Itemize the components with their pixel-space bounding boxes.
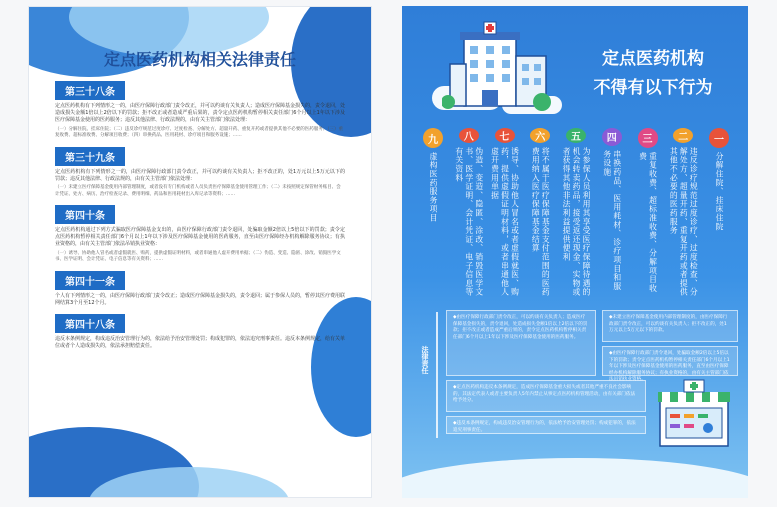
item-text: 违反诊疗规范过度诊疗、过度检查、分解处方、超量开药、重复开药或者提供其他不必要的医药服务 bbox=[669, 147, 699, 297]
item-text: 分解住院、挂床住院 bbox=[715, 152, 724, 232]
behavior-item-1 bbox=[702, 128, 736, 298]
title-line-1: 定点医药机构 bbox=[602, 49, 704, 69]
article-heading: 第三十八条 bbox=[55, 81, 125, 100]
behavior-item-8 bbox=[452, 128, 486, 298]
article-subitems: （一）未建立医疗保障基金使用内部管理制度，或者没有专门机构或者人员负责医疗保障基金使用管理工作；（二）未按照规定保管财务账目、会计凭证、处方、病历、治疗检查记录、费用明细、药品和医用耗材出入库记录等资料；…… bbox=[55, 185, 341, 197]
article-48 bbox=[55, 313, 345, 350]
article-body: 定点医药机构有下列情形之一的，由医疗保障行政部门责令改正，并可以约谈有关负责人；造成医疗保障基金损失的，责令退回，处造成损失金额1倍以上2倍以下的罚款；拒不改正或者造成严重后果的，责令定点医药机构暂停相关责任部门6个月以上1年以下涉及医疗保障基金使用的医药服务；违反其他法律、行政法规的，由有关主管部门依法处理： bbox=[55, 103, 346, 124]
article-body: 个人有下列情形之一的，由医疗保障行政部门责令改正；造成医疗保障基金损失的，责令退回；属于参保人员的，暂停其医疗费用联网结算3个月至12个月。 bbox=[55, 292, 346, 306]
title-line-2: 不得有以下行为 bbox=[593, 78, 713, 98]
legal-box-5: ◆违反本条例规定，构成违反治安管理行为的，依法给予治安管理处罚；构成犯罪的，依法追究刑事责任。 bbox=[446, 416, 646, 434]
legal-box-4: ◆定点医药机构违反本条例规定，造成医疗保障基金重大损失或者其他严重不良社会影响的，其法定代表人或者主要负责人5年内禁止从事定点医药机构管理活动，由有关部门依法给予处分。 bbox=[446, 380, 646, 412]
legal-responsibility-label: 法律责任 bbox=[421, 346, 429, 374]
item-text: 伪造、变造、隐匿、涂改、销毁医学文书、医学证明、会计凭证、电子信息等有关资料 bbox=[454, 147, 484, 297]
item-number-badge: 三 bbox=[638, 128, 658, 148]
left-poster-title: 定点医药机构相关法律责任 bbox=[103, 50, 296, 69]
item-text: 虚构医药服务项目 bbox=[429, 152, 438, 223]
behavior-item-3 bbox=[631, 128, 665, 298]
behavior-item-7 bbox=[488, 128, 522, 298]
item-number-badge: 六 bbox=[530, 128, 550, 143]
right-poster bbox=[402, 6, 748, 498]
item-number-badge: 五 bbox=[566, 128, 586, 143]
hospital-building-icon bbox=[442, 20, 552, 112]
article-heading: 第四十八条 bbox=[55, 314, 125, 333]
behavior-item-4 bbox=[595, 128, 629, 298]
article-heading: 第四十条 bbox=[55, 205, 115, 224]
article-41 bbox=[55, 270, 345, 307]
article-subitems: （一）分解住院、挂床住院；（二）违反诊疗规范过度诊疗、过度检查、分解处方、超量开药、重复开药或者提供其他不必要的医药服务；（三）重复收费、超标准收费、分解项目收费；（四）串换药品、医用耗材、诊疗项目和服务设施；…… bbox=[55, 126, 343, 139]
behavior-item-2 bbox=[666, 128, 700, 298]
item-text: 诱导、协助他人冒名或者虚假就医、购药，提供虚假证明材料，或者串通他人虚开费用单据 bbox=[490, 147, 520, 297]
item-text: 为参保人员利用其享受医疗保障待遇的机会转卖药品，接受返还现金、实物或者获得其他非法利益提供便利 bbox=[562, 147, 591, 297]
item-text: 串换药品、医用耗材、诊疗项目和服务设施 bbox=[602, 149, 622, 291]
legal-box-3: ◆由医疗保障行政部门责令退回，处骗取金额2倍以上5倍以下的罚款；责令定点医药机构暂停相关责任部门6个月以上1年以下涉及医疗保障基金使用的医药服务，直至由医疗保障经办机构解除服务协议；有执业资格的，由有关主管部门依法吊销执业资格。 bbox=[602, 346, 738, 376]
article-heading: 第三十九条 bbox=[55, 147, 125, 166]
right-poster-title bbox=[568, 44, 738, 98]
ground-cloud bbox=[402, 458, 748, 498]
article-38 bbox=[55, 80, 345, 140]
article-39 bbox=[55, 146, 345, 198]
article-subitems: （一）诱导、协助他人冒名或者虚假就医、购药，提供虚假证明材料，或者串通他人虚开费用单据；（二）伪造、变造、隐匿、涂改、销毁医学文书、医学证明、会计凭证、电子信息等有关资料；…… bbox=[55, 250, 341, 263]
article-body: 违反本条例规定，构成违反治安管理行为的，依法给予治安管理处罚；构成犯罪的，依法追究刑事责任。违反本条例规定，给有关单位或者个人造成损失的，依法承担赔偿责任。 bbox=[55, 336, 346, 350]
behavior-item-9 bbox=[416, 128, 450, 298]
item-number-badge: 八 bbox=[459, 128, 479, 143]
legal-box-1: ◆由医疗保障行政部门责令改正，可以约谈有关负责人；造成医疗保障基金损失的，责令退回，处造成损失金额1倍以上2倍以下的罚款；拒不改正或者造成严重后果的，责令定点医药机构暂停相关责任部门6个月以上1年以下涉及医疗保障基金使用的医药服务。 bbox=[446, 310, 596, 376]
item-number-badge: 一 bbox=[709, 128, 729, 148]
left-poster bbox=[28, 6, 372, 498]
article-body: 定点医药机构有下列情形之一的，由医疗保障行政部门责令改正，并可以约谈有关负责人；拒不改正的，处1万元以上5万元以下的罚款；违反其他法律、行政法规的，由有关主管部门依法处理： bbox=[55, 168, 345, 182]
article-body: 定点医药机构通过下列方式骗取医疗保障基金支出的，由医疗保障行政部门责令退回，处骗取金额2倍以上5倍以下的罚款；责令定点医药机构暂停相关责任部门6个月以上1年以下涉及医疗保障基金使用的医药服务，直至由医疗保障经办机构解除服务协议；有执业资格的，由有关主管部门依法吊销执业资格： bbox=[55, 227, 345, 248]
prohibited-behaviors bbox=[416, 128, 736, 298]
item-number-badge: 九 bbox=[423, 128, 443, 148]
legal-box-2: ◆未建立医疗保障基金使用内部管理制度的，由医疗保障行政部门责令改正，可以约谈有关负责人；拒不改正的，处1万元以上5万元以下的罚款。 bbox=[602, 310, 738, 342]
behavior-item-6 bbox=[523, 128, 557, 298]
item-text: 将不属于医疗保障基金支付范围的医药费用纳入医疗保障基金结算 bbox=[531, 147, 551, 297]
legal-divider-line bbox=[436, 312, 438, 438]
item-text: 重复收费、超标准收费、分解项目收费 bbox=[638, 151, 658, 293]
item-number-badge: 七 bbox=[495, 128, 515, 143]
article-40 bbox=[55, 204, 345, 264]
pharmacy-store-icon bbox=[654, 378, 734, 448]
item-number-badge: 二 bbox=[673, 128, 693, 143]
left-content bbox=[29, 7, 371, 350]
item-number-badge: 四 bbox=[602, 128, 622, 146]
article-heading: 第四十一条 bbox=[55, 271, 125, 290]
behavior-item-5 bbox=[559, 128, 593, 298]
